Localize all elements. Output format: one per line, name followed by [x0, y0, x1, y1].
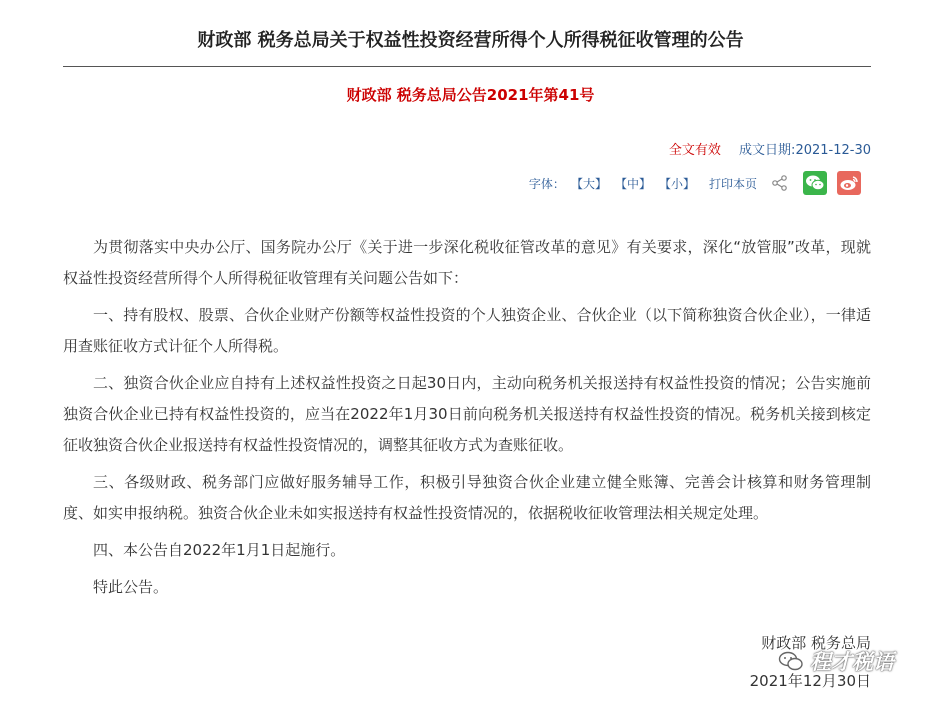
weibo-share-button[interactable] [837, 171, 861, 195]
paragraph-item-1: 一、持有股权、股票、合伙企业财产份额等权益性投资的个人独资企业、合伙企业（以下简称独资合伙企业），一律适用查账征收方式计征个人所得税。 [63, 306, 871, 355]
announcement-body [63, 232, 871, 609]
share-icon[interactable] [771, 174, 789, 192]
title-divider [63, 66, 871, 67]
date-value: 2021-12-30 [795, 143, 871, 158]
wechat-icon [805, 174, 825, 192]
signature-issuer: 财政部 税务总局 [761, 634, 871, 652]
watermark-text: 程才税语 [810, 650, 894, 674]
validity-status: 全文有效 [668, 143, 721, 158]
paragraph-intro: 为贯彻落实中央办公厅、国务院办公厅《关于进一步深化税收征管改革的意见》有关要求，深化“放管服”改革，现就权益性投资经营所得个人所得税征收管理有关问题公告如下： [63, 238, 871, 287]
date-label: 成文日期: [739, 143, 796, 158]
paragraph-item-3: 三、各级财政、税务部门应做好服务辅导工作，积极引导独资合伙企业建立健全账簿、完善会计核算和财务管理制度、如实申报纳税。独资合伙企业未如实报送持有权益性投资情况的，依据税收征收管理法相关规定处理。 [63, 473, 871, 522]
paragraph-closing: 特此公告。 [93, 578, 169, 596]
document-meta [669, 139, 871, 158]
weibo-icon [839, 174, 859, 192]
page-toolbar [529, 171, 861, 195]
font-size-label: 字体： [528, 176, 565, 191]
signature-date: 2021年12月30日 [749, 672, 871, 690]
font-large-button[interactable]: 【大】 [570, 176, 607, 191]
paragraph-item-4: 四、本公告自2022年1月1日起施行。 [93, 541, 346, 559]
watermark [778, 646, 894, 676]
page-title: 财政部 税务总局关于权益性投资经营所得个人所得税征收管理的公告 [197, 30, 744, 51]
document-number: 财政部 税务总局公告2021年第41号 [346, 86, 595, 104]
font-medium-button[interactable]: 【中】 [614, 176, 651, 191]
font-small-button[interactable]: 【小】 [658, 176, 695, 191]
wechat-share-button[interactable] [803, 171, 827, 195]
wechat-watermark-icon [778, 650, 804, 672]
paragraph-item-2: 二、独资合伙企业应自持有上述权益性投资之日起30日内，主动向税务机关报送持有权益性投资的情况；公告实施前独资合伙企业已持有权益性投资的，应当在2022年1月30日前向税务机关报送持有权益性投资的情况。税务机关接到核定征收独资合伙企业报送持有权益性投资情况的，调整其征收方式为查账征收。 [63, 374, 871, 454]
print-button[interactable]: 打印本页 [708, 176, 757, 191]
